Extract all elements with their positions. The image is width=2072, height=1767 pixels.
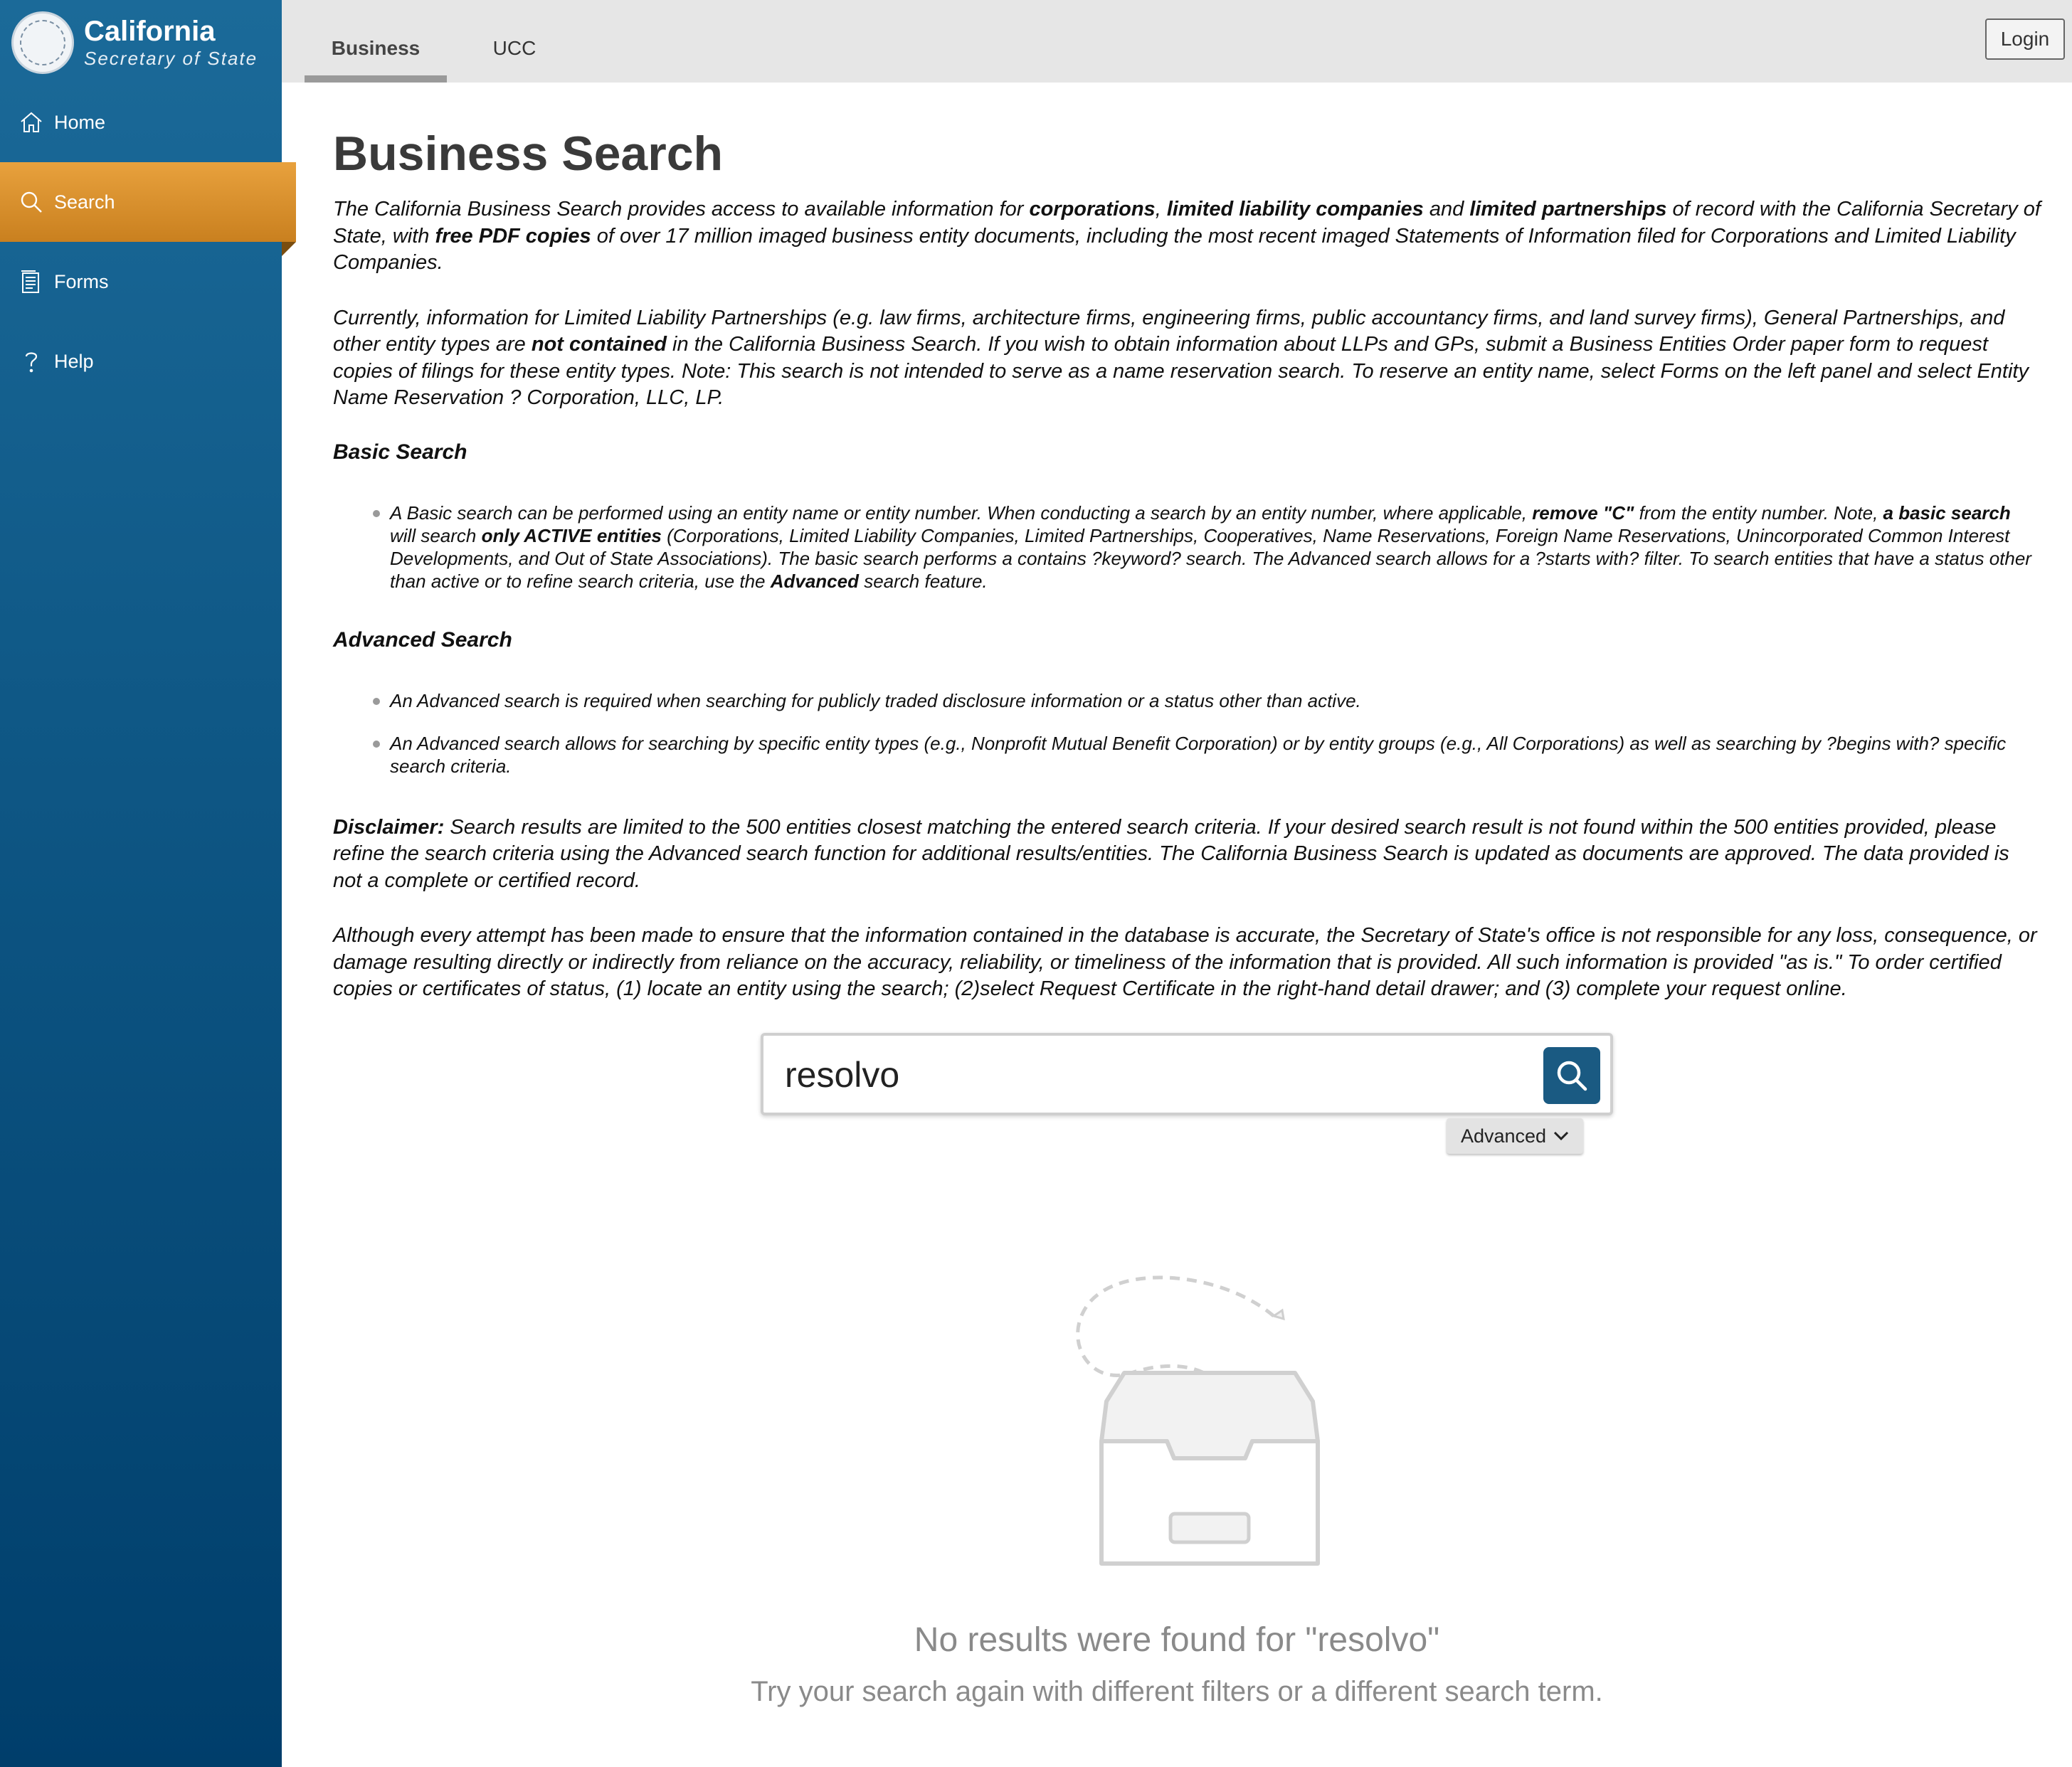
sidebar-item-home[interactable] bbox=[0, 83, 296, 162]
page-title: Business Search bbox=[333, 127, 724, 181]
brand[interactable] bbox=[11, 7, 258, 78]
empty-inbox-icon bbox=[1039, 1266, 1338, 1579]
tab-ucc[interactable]: UCC bbox=[492, 37, 536, 59]
forms-icon bbox=[18, 269, 44, 294]
intro-paragraph: The California Business Search provides access to available information for corporations, limited liability companies and limited partnerships of record with the California Secretary of State, with free PDF copies of over 17 million imaged business entity documents, including the most recent imaged Statements of Information filed for Corporations and Limited Liability Companies. bbox=[333, 198, 2041, 274]
advanced-search-list bbox=[373, 689, 2041, 778]
sidebar-item-forms[interactable] bbox=[0, 242, 296, 322]
list-item: A Basic search can be performed using an entity name or entity number. When conducting a search by an entity number, where applicable, remove "C" from the entity number. Note, a basic search will search only ACTIVE entities (Corporations, Limited Liability Companies, Limited Partnerships, Cooperatives, Name Reservations, Foreign Name Reservations, Unincorporated Common Interest Developments, and Out of State Associations). The basic search performs a contains ?keyword? search. The Advanced search allows for a ?starts with? filter. To search entities that have a status other than active or to refine search criteria, use the Advanced search feature. bbox=[373, 502, 2041, 593]
basic-search-heading: Basic Search bbox=[333, 440, 467, 464]
coverage-paragraph: Currently, information for Limited Liability Partnerships (e.g. law firms, architecture firms, engineering firms, public accountancy firms, and land survey firms), General Partnerships, and other entity types are not contained in the California Business Search. If you wish to obtain information about LLPs and GPs, submit a Business Entities Order paper form to request copies of filings for these entity types. Note: This search is not intended to serve as a name reservation search. To reserve an entity name, select Forms on the left panel and select Entity Name Reservation ? Corporation, LLC, LP. bbox=[333, 306, 2029, 409]
list-item: An Advanced search is required when searching for publicly traded disclosure information or a status other than active. bbox=[373, 689, 2041, 712]
sidebar-item-help[interactable] bbox=[0, 322, 296, 401]
login-button[interactable]: Login bbox=[1985, 18, 2065, 60]
tab-business[interactable]: Business bbox=[305, 37, 447, 83]
sidebar-item-label: Help bbox=[54, 350, 94, 372]
main-content bbox=[333, 83, 2041, 1003]
search-icon bbox=[1554, 1058, 1590, 1093]
sidebar-item-label: Forms bbox=[54, 270, 109, 292]
sidebar-item-label: Search bbox=[54, 191, 115, 213]
search-bar bbox=[761, 1033, 1613, 1115]
advanced-search-heading: Advanced Search bbox=[333, 627, 512, 652]
basic-search-list bbox=[373, 502, 2041, 593]
brand-subtitle: Secretary of State bbox=[84, 48, 258, 69]
chevron-down-icon bbox=[1553, 1131, 1569, 1141]
home-icon bbox=[18, 110, 44, 135]
disclaimer-paragraph: Disclaimer: Search results are limited to the 500 entities closest matching the entered search criteria. If your desired search result is not found within the 500 entities provided, please refine the search criteria using the Advanced search function for additional results/entities. The California Business Search is updated as documents are approved. The data provided is not a complete or certified record. bbox=[333, 815, 2009, 892]
search-input[interactable] bbox=[785, 1050, 1496, 1100]
top-bar bbox=[282, 0, 2072, 83]
sidebar-item-search[interactable] bbox=[0, 162, 296, 242]
sidebar-nav bbox=[0, 83, 296, 401]
search-button[interactable] bbox=[1543, 1047, 1600, 1104]
no-results-subtitle: Try your search again with different filters or a different search term. bbox=[751, 1676, 1603, 1707]
advanced-label: Advanced bbox=[1460, 1125, 1547, 1147]
brand-title: California bbox=[84, 16, 216, 47]
search-icon bbox=[18, 189, 44, 215]
accuracy-paragraph: Although every attempt has been made to ensure that the information contained in the database is accurate, the Secretary of State's office is not responsible for any loss, consequence, or damage resulting directly or indirectly from reliance on the accuracy, reliability, or timeliness of the information that is provided. All such information is provided "as is." To order certified copies or certificates of status, (1) locate an entity using the search; (2)select Request Certificate in the right-hand detail drawer; and (3) complete your request online. bbox=[333, 924, 2037, 1000]
sidebar-item-label: Home bbox=[54, 111, 106, 133]
no-results-title: No results were found for "resolvo" bbox=[914, 1621, 1440, 1659]
sidebar bbox=[0, 0, 282, 1767]
advanced-search-toggle[interactable] bbox=[1447, 1118, 1583, 1154]
list-item: An Advanced search allows for searching by specific entity types (e.g., Nonprofit Mutual Benefit Corporation) or by entity groups (e.g., All Corporations) as well as searching by ?begins with? specific search criteria. bbox=[373, 732, 2041, 778]
help-icon bbox=[18, 349, 44, 374]
state-seal-logo bbox=[11, 11, 74, 74]
